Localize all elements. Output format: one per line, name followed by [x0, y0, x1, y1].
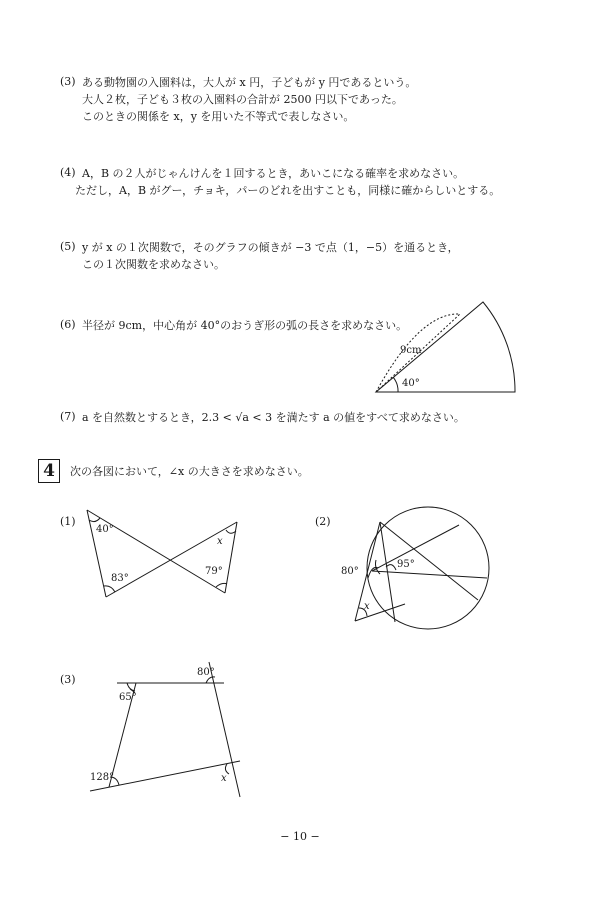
page-number: − 10 − — [280, 830, 320, 843]
fig1-angle-83: 83° — [111, 573, 129, 584]
q6-text: 半径が 9cm，中心角が 40°のおうぎ形の弧の長さを求めなさい。 — [82, 319, 408, 332]
q3-line-3: このときの関係を x，y を用いた不等式で表しなさい。 — [82, 110, 355, 123]
q5-line-2: この１次関数を求めなさい。 — [82, 258, 225, 271]
fig2-angle-95: 95° — [397, 559, 415, 570]
section-number: 4 — [43, 461, 55, 481]
q4-line-1: A，B の２人がじゃんけんを１回するとき，あいこになる確率を求めなさい。 — [82, 167, 465, 180]
q4-number: (4) — [60, 166, 76, 179]
q4-line-2: ただし，A，B がグー，チョキ，パーのどれを出すことも，同様に確からしいとする。 — [75, 184, 501, 197]
q7-number: (7) — [60, 410, 76, 423]
fig2-number: (2) — [315, 515, 331, 528]
fig3-number: (3) — [60, 673, 76, 686]
fig2-angle-80: 80° — [341, 566, 359, 577]
fig1-angle-x: x — [217, 536, 223, 547]
q3-line-1: ある動物園の入園料は，大人が x 円，子どもが y 円であるという。 — [82, 76, 417, 89]
section-instruction: 次の各図において，∠x の大きさを求めなさい。 — [70, 465, 309, 478]
radius-label: 9cm — [400, 345, 422, 356]
fig1-angle-79: 79° — [205, 566, 223, 577]
fig3-angle-x: x — [221, 773, 227, 784]
q7-text: a を自然数とするとき，2.3 < √a < 3 を満たす a の値をすべて求めなさい。 — [82, 411, 465, 424]
q5-number: (5) — [60, 240, 76, 253]
q6-number: (6) — [60, 318, 76, 331]
q3-number: (3) — [60, 75, 76, 88]
fig3-angle-128: 128° — [90, 772, 115, 783]
fig1-angle-40: 40° — [96, 524, 114, 535]
angle-label: 40° — [402, 378, 420, 389]
fig3-angle-80: 80° — [197, 667, 215, 678]
fig3-angle-65: 65° — [119, 692, 137, 703]
q3-line-2: 大人２枚，子ども３枚の入園料の合計が 2500 円以下であった。 — [82, 93, 403, 106]
q5-line-1: y が x の１次関数で，そのグラフの傾きが −3 で点（1，−5）を通るとき， — [82, 241, 459, 254]
fig2-angle-x: x — [364, 601, 370, 612]
fig1-number: (1) — [60, 515, 76, 528]
